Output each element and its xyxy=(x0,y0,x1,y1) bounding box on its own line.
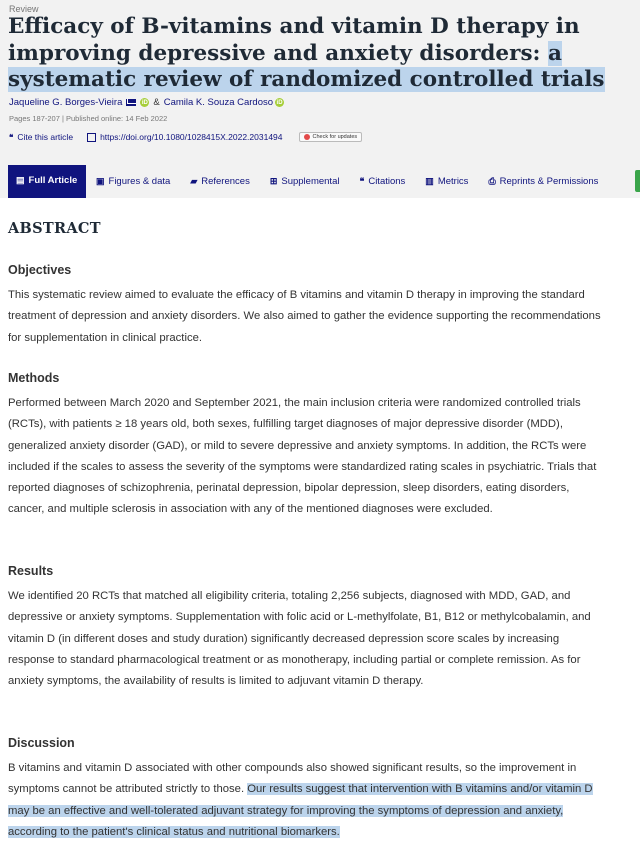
author-link[interactable]: Camila K. Souza Cardoso xyxy=(163,97,274,108)
image-icon: ▣ xyxy=(96,176,105,186)
bar-chart-icon: ▥ xyxy=(425,176,434,186)
author-list xyxy=(9,97,284,108)
section-heading-methods: Methods xyxy=(8,371,60,385)
tab-figures-data[interactable] xyxy=(86,165,180,198)
author-link[interactable]: Jaqueline G. Borges-Vieira xyxy=(9,97,123,108)
article-header xyxy=(0,0,640,198)
quote-icon: ❝ xyxy=(9,132,14,142)
section-heading-results: Results xyxy=(8,564,54,578)
tab-references[interactable] xyxy=(180,165,260,198)
doi-text: https://doi.org/10.1080/1028415X.2022.2031494 xyxy=(100,132,283,142)
section-text-discussion xyxy=(8,758,608,843)
doi-link[interactable] xyxy=(87,132,282,142)
article-type-label: Review xyxy=(9,4,39,14)
tab-full-article[interactable] xyxy=(8,165,86,198)
article-tools xyxy=(9,132,362,142)
check-for-updates-button[interactable] xyxy=(299,132,363,142)
author-separator: & xyxy=(153,97,160,108)
section-text-methods: Performed between March 2020 and September 2021, the main inclusion criteria were randomized controlled trials (RCTs), with patients ≥ 18 years old, both sexes, fulfilling target diagnoses of major depressive disorder (MDD), generalized anxiety disorder (GAD), or mild to severe depressive and anxiety symptoms. In addition, the RCTs were included if the scales to assess the severity of the symptoms were standardized rating scales in psychiatric. Trials that reported diagnoses of schizophrenia, perinatal depression, bipolar depression, sleep disorders, eating disorders, cancer, and multiple sclerosis in association with any of the mentioned diagnoses were excluded. xyxy=(8,397,597,516)
print-icon: ⎙ xyxy=(488,176,496,186)
plus-icon: ⊞ xyxy=(269,176,278,186)
abstract-heading: ABSTRACT xyxy=(8,220,101,237)
crossmark-icon xyxy=(304,134,310,140)
section-text-results: We identified 20 RCTs that matched all eligibility criteria, totaling 2,256 subjects, diagnosed with MDD, GAD, and depressive or anxiety symptoms. Supplementation with folic acid or L-methylfolate, B1, B12 or methylcobalamin, and vitamin D (in different doses and study duration) significantly decreased depression score scales by increasing response to standard pharmacological treatment or as monotherapy, including partial or complete remission. As for anxiety symptoms, the availability of results is limited to adjuvant vitamin D therapy. xyxy=(8,590,591,688)
section-text-objectives: This systematic review aimed to evaluate the efficacy of B vitamins and vitamin D therapy in improving the standard treatment of depression and anxiety disorders. We also aimed to gather the evidence supporting the recommendations for supplementation in clinical practice. xyxy=(8,289,601,344)
discussion-text-highlight: Our results suggest that intervention with B vitamins and/or vitamin D may be an effective and well-tolerated adjuvant strategy for improving the symptoms of depression and anxiety, according to the patient's clinical status and nutritional biomarkers. xyxy=(8,783,593,838)
cite-label: Cite this article xyxy=(17,132,74,142)
email-icon[interactable] xyxy=(126,99,136,106)
tab-label: Full Article xyxy=(28,174,78,186)
quote-icon: ❝ xyxy=(359,176,365,186)
article-title-highlight: a systematic review of randomized controlled trials xyxy=(8,40,605,92)
tab-supplemental[interactable] xyxy=(260,165,350,198)
discussion-text: B vitamins and vitamin D associated with other compounds also showed significant results, so the improvement in symptoms cannot be attributed strictly to those. xyxy=(8,762,577,796)
publication-meta: Pages 187-207 | Published online: 14 Feb 2022 xyxy=(9,114,168,123)
tab-label: Metrics xyxy=(437,176,469,187)
tab-reprints-permissions[interactable] xyxy=(478,165,608,198)
article-tabs xyxy=(0,165,640,198)
orcid-icon[interactable]: iD xyxy=(141,99,148,106)
tab-metrics[interactable] xyxy=(415,165,478,198)
check-updates-label: Check for updates xyxy=(312,134,358,140)
cite-button[interactable] xyxy=(9,132,73,142)
book-icon: ▰ xyxy=(190,176,198,186)
section-heading-objectives: Objectives xyxy=(8,263,72,277)
article-title-text: Efficacy of B-vitamins and vitamin D therapy in improving depressive and anxiety disorders: xyxy=(8,14,580,66)
orcid-icon[interactable]: iD xyxy=(276,99,283,106)
side-feedback-tab[interactable] xyxy=(635,170,640,192)
section-heading-discussion: Discussion xyxy=(8,736,75,750)
tab-label: Figures & data xyxy=(108,176,171,187)
tab-label: References xyxy=(201,176,250,187)
document-icon: ▤ xyxy=(16,174,25,185)
external-link-icon xyxy=(87,133,96,142)
tab-label: Supplemental xyxy=(281,176,340,187)
tab-citations[interactable] xyxy=(349,165,415,198)
tab-label: Citations xyxy=(368,176,406,187)
article-title xyxy=(8,14,640,94)
tab-label: Reprints & Permissions xyxy=(499,176,599,187)
